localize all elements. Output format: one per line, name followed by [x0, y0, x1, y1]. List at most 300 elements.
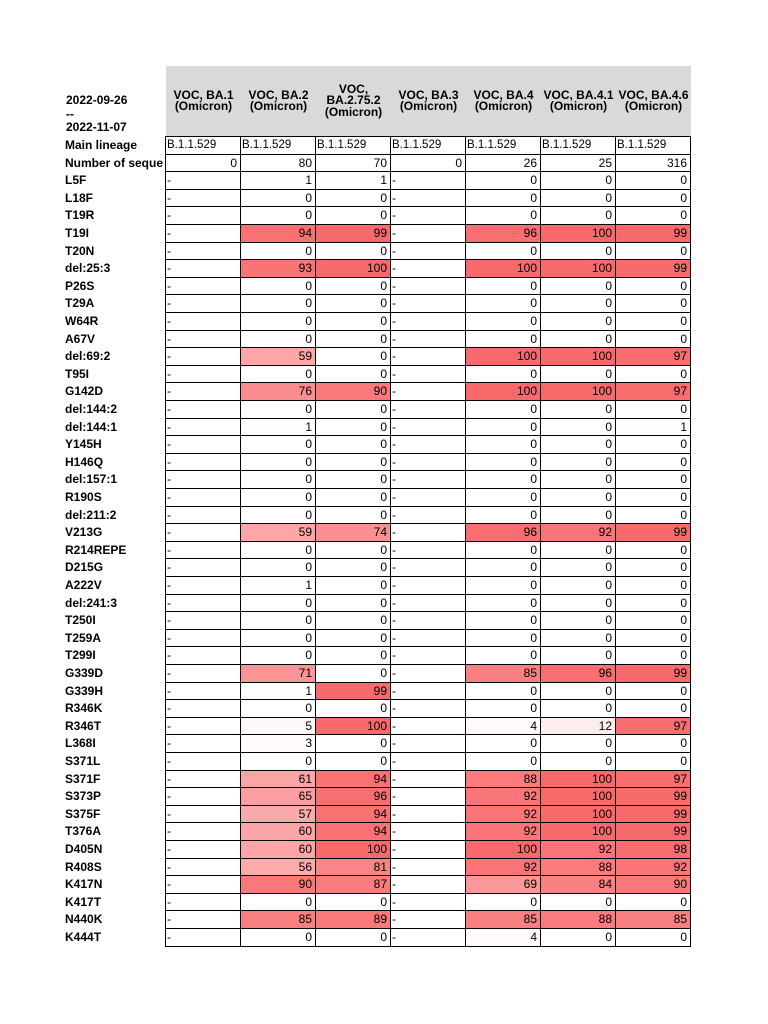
no-data-cell: -	[166, 559, 241, 577]
column-header-line: VOC, BA.4.1	[543, 87, 614, 102]
no-data-cell: -	[391, 823, 466, 841]
value-cell: 0	[616, 559, 691, 577]
value-cell: 56	[241, 859, 316, 877]
value-cell: 0	[241, 507, 316, 525]
value-cell: 0	[241, 471, 316, 489]
value-cell: 0	[616, 507, 691, 525]
value-cell: 92	[616, 859, 691, 877]
column-header-text	[473, 87, 534, 113]
no-data-cell: -	[166, 753, 241, 771]
value-cell: 0	[316, 577, 391, 595]
no-data-cell: -	[166, 313, 241, 331]
no-data-cell: -	[391, 524, 466, 542]
value-cell: 94	[241, 225, 316, 243]
mutation-label: L5F	[65, 173, 87, 188]
no-data-cell: -	[166, 806, 241, 824]
mutation-label: del:69:2	[65, 349, 111, 364]
no-data-cell: -	[166, 243, 241, 261]
value-cell: 26	[466, 155, 541, 173]
value-cell: 90	[616, 876, 691, 894]
value-cell: 0	[241, 595, 316, 613]
column-header	[616, 66, 691, 136]
value-cell: 0	[241, 454, 316, 472]
mutation-label: S373P	[65, 789, 102, 804]
no-data-cell: -	[166, 577, 241, 595]
value-cell: 0	[616, 753, 691, 771]
no-data-cell: -	[166, 419, 241, 437]
value-cell: 0	[241, 559, 316, 577]
value-cell: 61	[241, 771, 316, 789]
value-cell: 12	[541, 718, 616, 736]
value-cell: 100	[466, 383, 541, 401]
column-header	[166, 66, 241, 136]
mutation-label: G339H	[65, 683, 104, 698]
no-data-cell: -	[166, 735, 241, 753]
value-cell: 0	[541, 436, 616, 454]
no-data-cell: -	[391, 471, 466, 489]
no-data-cell: -	[391, 577, 466, 595]
value-cell: 0	[241, 401, 316, 419]
value-cell: 0	[616, 454, 691, 472]
mutation-label: del:144:1	[65, 419, 118, 434]
date-separator: --	[66, 107, 74, 119]
value-cell: 0	[316, 929, 391, 947]
value-cell: 0	[541, 753, 616, 771]
no-data-cell: -	[391, 383, 466, 401]
value-cell: 0	[241, 313, 316, 331]
value-cell: 0	[541, 542, 616, 560]
value-cell: 93	[241, 260, 316, 278]
value-cell: 90	[316, 383, 391, 401]
value-cell: 0	[316, 735, 391, 753]
value-cell: 0	[241, 894, 316, 912]
no-data-cell: -	[166, 260, 241, 278]
no-data-cell: -	[166, 595, 241, 613]
mutation-label: R190S	[65, 490, 102, 504]
no-data-cell: -	[391, 735, 466, 753]
no-data-cell: -	[166, 507, 241, 525]
value-cell: 0	[466, 489, 541, 507]
value-cell: 0	[466, 595, 541, 613]
value-cell: 0	[241, 190, 316, 208]
value-cell: 1	[241, 577, 316, 595]
no-data-cell: -	[166, 278, 241, 296]
value-cell: 99	[616, 806, 691, 824]
mutation-label: T299I	[65, 648, 96, 663]
value-cell: 100	[541, 788, 616, 806]
no-data-cell: -	[166, 911, 241, 929]
value-cell: 57	[241, 806, 316, 824]
mutation-label: D215G	[65, 560, 104, 575]
column-header	[466, 66, 541, 136]
value-cell: 88	[541, 911, 616, 929]
column-header-text	[324, 81, 383, 119]
value-cell: 0	[616, 366, 691, 384]
value-cell: 0	[316, 419, 391, 437]
no-data-cell: -	[166, 225, 241, 243]
no-data-cell: -	[166, 436, 241, 454]
value-cell: 97	[616, 383, 691, 401]
no-data-cell: -	[391, 366, 466, 384]
value-cell: 97	[616, 348, 691, 366]
value-cell: 0	[316, 559, 391, 577]
value-cell: 0	[541, 313, 616, 331]
no-data-cell: -	[166, 489, 241, 507]
no-data-cell: -	[166, 401, 241, 419]
value-cell: 100	[541, 771, 616, 789]
value-cell: 4	[466, 929, 541, 947]
value-cell: 0	[541, 366, 616, 384]
value-cell: 96	[541, 665, 616, 683]
no-data-cell: -	[166, 683, 241, 701]
no-data-cell: -	[391, 559, 466, 577]
value-cell: 0	[466, 700, 541, 718]
value-cell: 100	[541, 260, 616, 278]
value-cell: 0	[541, 243, 616, 261]
value-cell: 99	[616, 260, 691, 278]
value-cell: 92	[541, 524, 616, 542]
no-data-cell: -	[166, 841, 241, 859]
no-data-cell: -	[166, 630, 241, 648]
value-cell: 0	[316, 190, 391, 208]
value-cell: 0	[541, 190, 616, 208]
no-data-cell: -	[166, 190, 241, 208]
value-cell: 85	[466, 665, 541, 683]
no-data-cell: -	[391, 771, 466, 789]
value-cell: 0	[616, 700, 691, 718]
no-data-cell: -	[391, 225, 466, 243]
no-data-cell: -	[166, 612, 241, 630]
value-cell: 100	[541, 225, 616, 243]
lineage-label: Main lineage	[65, 138, 138, 152]
value-cell: 90	[241, 876, 316, 894]
column-header	[241, 66, 316, 136]
value-cell: 76	[241, 383, 316, 401]
value-cell: 0	[466, 577, 541, 595]
value-cell: 0	[466, 735, 541, 753]
value-cell: 71	[241, 665, 316, 683]
column-header-text	[173, 87, 234, 113]
mutation-label: N440K	[65, 912, 103, 927]
value-cell: 99	[616, 823, 691, 841]
value-cell: 89	[316, 911, 391, 929]
value-cell: 0	[466, 683, 541, 701]
no-data-cell: -	[166, 454, 241, 472]
value-cell: 0	[316, 295, 391, 313]
value-cell: 0	[316, 542, 391, 560]
no-data-cell: -	[166, 894, 241, 912]
value-cell: 98	[616, 841, 691, 859]
lineage-cell: B.1.1.529	[241, 137, 316, 155]
value-cell: 0	[616, 735, 691, 753]
mutation-label: del:157:1	[65, 472, 118, 487]
column-header-line: VOC, BA.4.6	[618, 87, 689, 102]
value-cell: 0	[466, 172, 541, 190]
value-cell: 70	[316, 155, 391, 173]
value-cell: 0	[391, 155, 466, 173]
value-cell: 0	[541, 454, 616, 472]
value-cell: 99	[316, 225, 391, 243]
value-cell: 99	[616, 524, 691, 542]
value-cell: 0	[466, 612, 541, 630]
no-data-cell: -	[166, 471, 241, 489]
no-data-cell: -	[391, 841, 466, 859]
value-cell: 0	[616, 612, 691, 630]
value-cell: 99	[616, 665, 691, 683]
column-header-line: VOC, BA.2	[248, 87, 309, 102]
value-cell: 0	[316, 366, 391, 384]
no-data-cell: -	[166, 876, 241, 894]
value-cell: 0	[616, 595, 691, 613]
mutation-label: P26S	[65, 278, 95, 293]
value-cell: 0	[241, 753, 316, 771]
no-data-cell: -	[391, 401, 466, 419]
mutation-label: R408S	[65, 859, 102, 874]
value-cell: 0	[466, 753, 541, 771]
no-data-cell: -	[391, 313, 466, 331]
value-cell: 97	[616, 718, 691, 736]
mutation-label: del:241:3	[65, 595, 118, 610]
no-data-cell: -	[391, 859, 466, 877]
value-cell: 0	[541, 700, 616, 718]
mutation-label: R214REPE	[65, 542, 127, 557]
no-data-cell: -	[166, 647, 241, 665]
value-cell: 0	[616, 401, 691, 419]
value-cell: 96	[466, 225, 541, 243]
value-cell: 88	[466, 771, 541, 789]
value-cell: 85	[466, 911, 541, 929]
value-cell: 0	[466, 190, 541, 208]
value-cell: 88	[541, 859, 616, 877]
mutation-label: del:25:3	[65, 261, 111, 276]
value-cell: 0	[466, 471, 541, 489]
value-cell: 87	[316, 876, 391, 894]
date-start: 2022-09-26	[66, 93, 128, 107]
value-cell: 1	[616, 419, 691, 437]
value-cell: 0	[466, 207, 541, 225]
no-data-cell: -	[391, 718, 466, 736]
no-data-cell: -	[391, 911, 466, 929]
no-data-cell: -	[391, 929, 466, 947]
no-data-cell: -	[391, 436, 466, 454]
value-cell: 0	[616, 542, 691, 560]
column-header-line: (Omicron)	[399, 99, 458, 113]
value-cell: 0	[541, 507, 616, 525]
value-cell: 0	[466, 894, 541, 912]
mutation-label: L18F	[65, 190, 94, 205]
no-data-cell: -	[166, 383, 241, 401]
no-data-cell: -	[166, 859, 241, 877]
no-data-cell: -	[391, 683, 466, 701]
value-cell: 0	[466, 630, 541, 648]
no-data-cell: -	[391, 207, 466, 225]
no-data-cell: -	[391, 894, 466, 912]
no-data-cell: -	[166, 295, 241, 313]
value-cell: 0	[616, 489, 691, 507]
no-data-cell: -	[391, 542, 466, 560]
no-data-cell: -	[391, 612, 466, 630]
no-data-cell: -	[166, 665, 241, 683]
value-cell: 100	[541, 348, 616, 366]
value-cell: 0	[466, 278, 541, 296]
column-header-text	[248, 87, 309, 113]
value-cell: 92	[466, 806, 541, 824]
value-cell: 0	[316, 454, 391, 472]
value-cell: 74	[316, 524, 391, 542]
mutation-label: L368I	[65, 736, 96, 751]
value-cell: 100	[466, 260, 541, 278]
column-header-line: VOC, BA.4	[473, 87, 534, 102]
value-cell: 0	[316, 243, 391, 261]
mutation-label: G142D	[65, 384, 104, 399]
value-cell: 0	[316, 595, 391, 613]
value-cell: 0	[466, 559, 541, 577]
value-cell: 100	[541, 806, 616, 824]
mutation-label: H146Q	[65, 454, 104, 469]
value-cell: 0	[241, 295, 316, 313]
column-header-line: (Omicron)	[474, 99, 533, 113]
lineage-cell: B.1.1.529	[466, 137, 541, 155]
value-cell: 0	[316, 489, 391, 507]
value-cell: 94	[316, 823, 391, 841]
value-cell: 0	[316, 647, 391, 665]
value-cell: 0	[241, 278, 316, 296]
mutation-label: K417T	[65, 894, 102, 909]
value-cell: 0	[541, 577, 616, 595]
mutation-label: K444T	[65, 930, 102, 944]
no-data-cell: -	[166, 524, 241, 542]
mutation-label: T95I	[65, 366, 90, 381]
value-cell: 85	[241, 911, 316, 929]
value-cell: 0	[541, 401, 616, 419]
value-cell: 0	[541, 735, 616, 753]
mutation-label: T29A	[65, 296, 95, 311]
column-header-line: (Omicron)	[174, 99, 233, 113]
value-cell: 4	[466, 718, 541, 736]
no-data-cell: -	[391, 630, 466, 648]
mutation-label: T259A	[65, 630, 102, 645]
value-cell: 96	[466, 524, 541, 542]
value-cell: 0	[616, 683, 691, 701]
lineage-cell: B.1.1.529	[391, 137, 466, 155]
value-cell: 0	[541, 419, 616, 437]
no-data-cell: -	[166, 788, 241, 806]
value-cell: 0	[466, 243, 541, 261]
value-cell: 0	[616, 331, 691, 349]
value-cell: 25	[541, 155, 616, 173]
value-cell: 100	[541, 383, 616, 401]
column-header-line: (Omicron)	[324, 104, 383, 119]
no-data-cell: -	[391, 507, 466, 525]
value-cell: 85	[616, 911, 691, 929]
value-cell: 0	[466, 401, 541, 419]
value-cell: 0	[616, 313, 691, 331]
no-data-cell: -	[391, 595, 466, 613]
value-cell: 97	[616, 771, 691, 789]
value-cell: 100	[316, 841, 391, 859]
value-cell: 0	[316, 331, 391, 349]
value-cell: 69	[466, 876, 541, 894]
value-cell: 0	[616, 630, 691, 648]
value-cell: 59	[241, 348, 316, 366]
value-cell: 0	[166, 155, 241, 173]
mutation-label: S371L	[65, 754, 101, 768]
column-header-line: BA.2.75.2	[326, 93, 381, 108]
value-cell: 80	[241, 155, 316, 173]
no-data-cell: -	[391, 419, 466, 437]
column-header	[391, 66, 466, 136]
value-cell: 0	[541, 278, 616, 296]
value-cell: 0	[316, 436, 391, 454]
value-cell: 0	[316, 665, 391, 683]
value-cell: 0	[241, 929, 316, 947]
value-cell: 316	[616, 155, 691, 173]
value-cell: 0	[616, 577, 691, 595]
no-data-cell: -	[166, 929, 241, 947]
column-header-text	[398, 87, 459, 113]
value-cell: 0	[466, 366, 541, 384]
no-data-cell: -	[166, 207, 241, 225]
value-cell: 0	[241, 436, 316, 454]
value-cell: 0	[241, 366, 316, 384]
value-cell: 0	[316, 401, 391, 419]
value-cell: 96	[316, 788, 391, 806]
no-data-cell: -	[391, 295, 466, 313]
value-cell: 0	[316, 278, 391, 296]
value-cell: 0	[241, 542, 316, 560]
value-cell: 92	[541, 841, 616, 859]
value-cell: 0	[241, 331, 316, 349]
value-cell: 0	[241, 700, 316, 718]
value-cell: 0	[616, 207, 691, 225]
mutation-label: T20N	[65, 243, 95, 258]
mutation-label: del:211:2	[65, 507, 117, 522]
value-cell: 0	[466, 647, 541, 665]
column-header-line: VOC, BA.3	[398, 87, 459, 102]
value-cell: 0	[616, 894, 691, 912]
no-data-cell: -	[391, 172, 466, 190]
mutation-label: R346T	[65, 718, 102, 733]
value-cell: 0	[541, 647, 616, 665]
mutation-label: T19I	[65, 226, 90, 240]
value-cell: 92	[466, 788, 541, 806]
value-cell: 100	[316, 260, 391, 278]
no-data-cell: -	[391, 700, 466, 718]
mutation-label: S375F	[65, 806, 101, 821]
value-cell: 0	[616, 278, 691, 296]
value-cell: 0	[466, 454, 541, 472]
value-cell: 99	[316, 683, 391, 701]
no-data-cell: -	[391, 489, 466, 507]
value-cell: 0	[616, 471, 691, 489]
no-data-cell: -	[391, 647, 466, 665]
lineage-cell: B.1.1.529	[316, 137, 391, 155]
date-end: 2022-11-07	[66, 120, 127, 134]
value-cell: 1	[241, 683, 316, 701]
value-cell: 0	[241, 207, 316, 225]
mutation-label: T19R	[65, 208, 95, 223]
mutation-label: V213G	[65, 525, 103, 540]
value-cell: 0	[541, 929, 616, 947]
lineage-cell: B.1.1.529	[616, 137, 691, 155]
value-cell: 0	[541, 295, 616, 313]
column-header	[316, 66, 391, 136]
value-cell: 0	[316, 348, 391, 366]
value-cell: 0	[616, 190, 691, 208]
value-cell: 0	[616, 243, 691, 261]
value-cell: 0	[466, 331, 541, 349]
value-cell: 92	[466, 859, 541, 877]
